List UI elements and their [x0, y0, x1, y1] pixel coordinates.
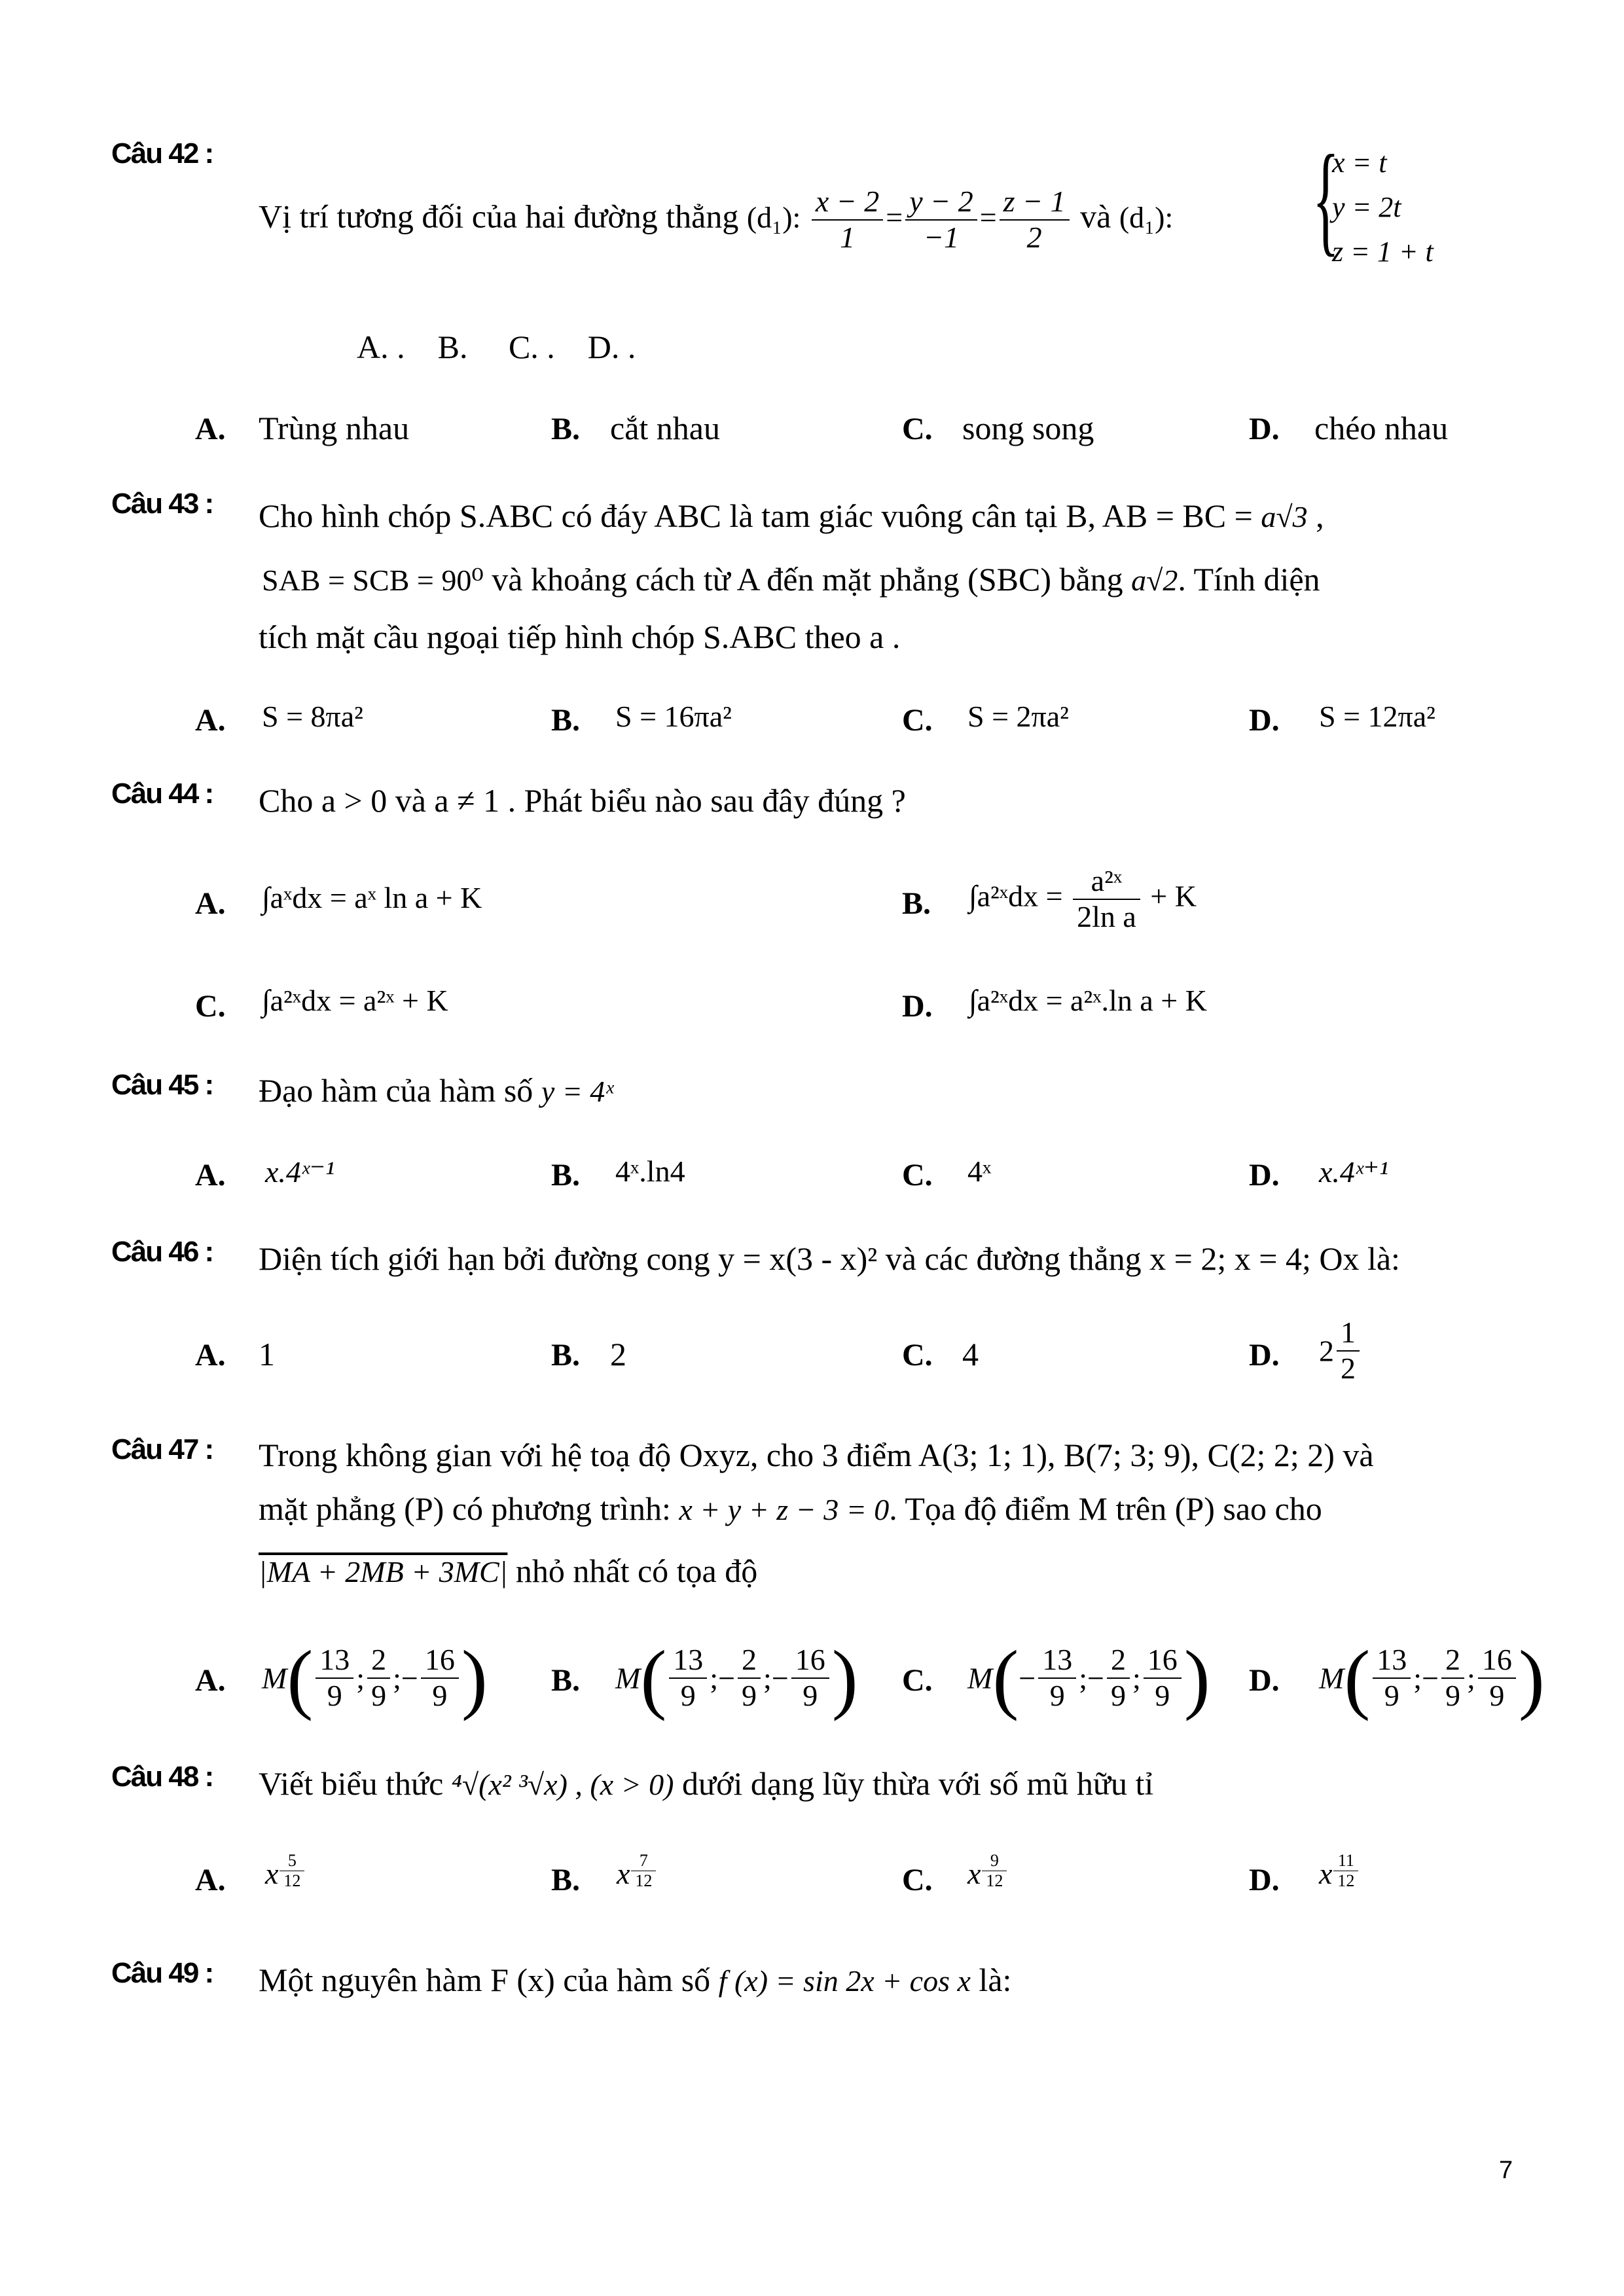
left-paren: (	[640, 1634, 667, 1721]
left-paren: (	[287, 1634, 314, 1721]
q44-opt-a[interactable]: ∫aˣdx = aˣ ln a + K	[262, 881, 482, 914]
q45-opt-d-letter: D.	[1249, 1158, 1280, 1193]
q48-radical: ⁴√(x² ³√x) , (x > 0)	[451, 1768, 674, 1801]
minus-sign: −	[1422, 1661, 1439, 1695]
q42-opt-a-letter: A.	[195, 412, 226, 446]
q47-line2	[259, 1489, 1322, 1528]
q47-opt-a[interactable]	[262, 1633, 488, 1723]
q44-opt-c-letter: C.	[195, 989, 226, 1024]
q42-frac3: $\frac{z - 1}{2}$	[1000, 185, 1070, 255]
q42-d2-name: (d₁):	[1119, 200, 1174, 234]
power-base: x	[967, 1856, 981, 1890]
q47-opt-a-letter: A.	[195, 1663, 226, 1698]
q47-opt-c-letter: C.	[902, 1663, 933, 1698]
q45-opt-a-letter: A.	[195, 1158, 226, 1193]
q42-opt-d[interactable]: chéo nhau	[1314, 410, 1449, 446]
q48-opt-b[interactable]	[617, 1851, 656, 1891]
q42-sys-row3: z = 1 + t	[1332, 236, 1434, 268]
q42-opt-b[interactable]: cắt nhau	[610, 410, 720, 446]
q44-opt-d[interactable]: ∫a²ˣdx = a²ˣ.ln a + K	[969, 984, 1207, 1017]
q42-label: Câu 42 :	[111, 137, 213, 170]
q43-opt-d[interactable]: S = 12πa²	[1319, 700, 1435, 733]
power-exponent: $\frac{11}{12}$	[1333, 1851, 1358, 1891]
q43-a-sqrt2: a√2	[1131, 564, 1178, 597]
page-number: 7	[1499, 2157, 1513, 2184]
q45-opt-d[interactable]: x.4ˣ⁺¹	[1319, 1155, 1388, 1189]
q43-angle-eq: SAB = SCB = 90⁰	[262, 564, 484, 597]
q45-label: Câu 45 :	[111, 1069, 213, 1101]
q43-line1-end: ,	[1316, 497, 1324, 534]
minus-sign: −	[1019, 1661, 1036, 1695]
q48-stem-end: dưới dạng lũy thừa với số mũ hữu tỉ	[682, 1765, 1154, 1802]
q42-d1-name: (d₁):	[746, 200, 801, 234]
q47-line1: Trong không gian với hệ toạ độ Oxyz, cho 3 điểm A(3; 1; 1), B(7; 3; 9), C(2; 2; 2) và	[259, 1437, 1374, 1473]
point-m: M	[262, 1661, 287, 1695]
right-paren: )	[831, 1634, 858, 1721]
right-paren: )	[1183, 1634, 1210, 1721]
q46-opt-d[interactable]	[1319, 1316, 1362, 1386]
q46-opt-a-letter: A.	[195, 1338, 226, 1372]
q48-stem: Viết biểu thức	[259, 1765, 444, 1802]
q44-label: Câu 44 :	[111, 778, 213, 810]
q47-line3-text: nhỏ nhất có tọa độ	[515, 1552, 758, 1589]
q48-opt-d[interactable]	[1319, 1851, 1358, 1891]
q43-line2	[262, 560, 1320, 599]
q48-opt-c-letter: C.	[902, 1863, 933, 1897]
coord-fraction: $\frac{16}{9}$	[421, 1643, 459, 1713]
q45-text	[259, 1071, 613, 1110]
q43-opt-c-letter: C.	[902, 703, 933, 738]
separator: ;	[1467, 1661, 1475, 1695]
minus-sign: −	[401, 1661, 418, 1695]
q46-d-frac: $\frac{1}{2}$	[1337, 1316, 1360, 1386]
q49-func: f (x) = sin 2x + cos x	[718, 1964, 971, 1998]
power-exponent: $\frac{5}{12}$	[280, 1851, 304, 1891]
q43-opt-a[interactable]: S = 8πa²	[262, 700, 363, 733]
q42-opt-c[interactable]: song song	[962, 410, 1094, 446]
q44-b-frac: $\frac{\text{a²ˣ}}{\text{2ln a}}$	[1073, 864, 1140, 935]
q46-opt-b[interactable]: 2	[610, 1336, 626, 1372]
q45-opt-a[interactable]: x.4ˣ⁻¹	[265, 1155, 334, 1189]
coord-fraction: $\frac{2}{9}$	[367, 1643, 390, 1713]
q45-stem: Đạo hàm của hàm số	[259, 1072, 533, 1109]
q48-opt-b-letter: B.	[551, 1863, 581, 1897]
q42-stem: Vị trí tương đối của hai đường thẳng	[259, 198, 739, 235]
q45-opt-b-letter: B.	[551, 1158, 581, 1193]
power-exponent: $\frac{9}{12}$	[982, 1851, 1007, 1891]
q46-d-whole: 2	[1319, 1334, 1334, 1368]
q44-b-pre: ∫a²ˣdx =	[969, 879, 1063, 913]
q47-opt-c[interactable]	[967, 1633, 1210, 1723]
right-paren: )	[1518, 1634, 1545, 1721]
coord-fraction: $\frac{13}{9}$	[1038, 1643, 1076, 1713]
point-m: M	[967, 1661, 993, 1695]
q46-opt-b-letter: B.	[551, 1338, 581, 1372]
q45-opt-b[interactable]: 4ˣ.ln4	[615, 1155, 685, 1188]
q47-opt-b-letter: B.	[551, 1663, 581, 1698]
q45-opt-c-letter: C.	[902, 1158, 933, 1193]
q46-text: Diện tích giới hạn bởi đường cong y = x(3 - x)² và các đường thẳng x = 2; x = 4; Ox là:	[259, 1240, 1400, 1277]
q42-opt-d-letter: D.	[1249, 412, 1280, 446]
coord-fraction: $\frac{2}{9}$	[1441, 1643, 1464, 1713]
left-paren: (	[992, 1634, 1019, 1721]
q44-opt-d-letter: D.	[902, 989, 933, 1024]
minus-sign: −	[718, 1661, 736, 1695]
q43-a-sqrt3: a√3	[1261, 500, 1308, 533]
q43-line2-end: . Tính diện	[1178, 561, 1320, 598]
q43-line3: tích mặt cầu ngoại tiếp hình chóp S.ABC theo a .	[259, 619, 901, 655]
q42-frac2: $\frac{y - 2}{-1}$	[905, 185, 977, 255]
coord-fraction: $\frac{13}{9}$	[316, 1643, 353, 1713]
q42-system: { x = t y = 2t z = 1 + t	[1312, 141, 1434, 274]
q42-sys-row2: y = 2t	[1332, 191, 1401, 223]
q48-opt-a-letter: A.	[195, 1863, 226, 1897]
q46-opt-c[interactable]: 4	[962, 1336, 979, 1372]
q42-opt-b-letter: B.	[551, 412, 581, 446]
q44-opt-b[interactable]	[969, 864, 1197, 935]
q47-plane-eq: x + y + z − 3 = 0	[679, 1493, 890, 1526]
q47-line2-end: . Tọa độ điểm M trên (P) sao cho	[889, 1490, 1322, 1527]
q43-line1	[259, 496, 1324, 535]
q48-opt-c[interactable]	[967, 1851, 1007, 1891]
q46-opt-d-letter: D.	[1249, 1338, 1280, 1372]
q43-label: Câu 43 :	[111, 488, 213, 520]
minus-sign: −	[771, 1661, 789, 1695]
separator: ;	[1132, 1661, 1141, 1695]
q49-label: Câu 49 :	[111, 1957, 213, 1989]
coord-fraction: $\frac{2}{9}$	[738, 1643, 761, 1713]
coord-fraction: $\frac{13}{9}$	[1373, 1643, 1411, 1713]
q44-text: Cho a > 0 và a ≠ 1 . Phát biểu nào sau đây đúng ?	[259, 782, 906, 819]
q46-opt-c-letter: C.	[902, 1338, 933, 1372]
point-m: M	[615, 1661, 641, 1695]
q43-opt-b[interactable]: S = 16πa²	[615, 700, 732, 733]
separator: ;	[393, 1661, 401, 1695]
q43-line1-text: Cho hình chóp S.ABC có đáy ABC là tam giác vuông cân tại B, AB = BC =	[259, 497, 1253, 534]
q42-sys-row1: x = t	[1332, 147, 1387, 179]
q42-stray-options: A. . B. C. . D. .	[357, 329, 636, 365]
coord-fraction: $\frac{16}{9}$	[1144, 1643, 1182, 1713]
q49-stem: Một nguyên hàm F (x) của hàm số	[259, 1962, 711, 1998]
left-paren: (	[1344, 1634, 1371, 1721]
q48-opt-a[interactable]	[265, 1851, 304, 1891]
separator: ;	[1079, 1661, 1088, 1695]
separator: ;	[356, 1661, 365, 1695]
q46-label: Câu 46 :	[111, 1236, 213, 1268]
q44-b-post: + K	[1150, 879, 1197, 913]
q45-func: y = 4ˣ	[541, 1075, 614, 1108]
q42-opt-c-letter: C.	[902, 412, 933, 446]
separator: ;	[763, 1661, 772, 1695]
q48-opt-d-letter: D.	[1249, 1863, 1280, 1897]
q42-frac1: $\frac{x - 2}{1}$	[812, 185, 883, 255]
separator: ;	[710, 1661, 719, 1695]
power-base: x	[265, 1856, 279, 1890]
q44-opt-a-letter: A.	[195, 886, 226, 921]
q47-vector-sum: |MA + 2MB + 3MC|	[259, 1555, 508, 1588]
q46-opt-a[interactable]: 1	[259, 1336, 275, 1372]
power-exponent: $\frac{7}{12}$	[631, 1851, 656, 1891]
q43-opt-b-letter: B.	[551, 703, 581, 738]
coord-fraction: $\frac{16}{9}$	[791, 1643, 829, 1713]
q48-label: Câu 48 :	[111, 1761, 213, 1793]
q43-line2-text: và khoảng cách từ A đến mặt phẳng (SBC) bằng	[492, 561, 1123, 598]
power-base: x	[1319, 1856, 1333, 1890]
q49-text	[259, 1960, 1011, 2000]
q47-label: Câu 47 :	[111, 1433, 213, 1465]
q42-opt-a[interactable]: Trùng nhau	[259, 410, 410, 446]
minus-sign: −	[1087, 1661, 1104, 1695]
separator: ;	[1413, 1661, 1422, 1695]
q44-opt-c[interactable]: ∫a²ˣdx = a²ˣ + K	[262, 984, 448, 1017]
q47-opt-b[interactable]	[615, 1633, 858, 1723]
q42-and: và	[1080, 198, 1111, 235]
q42-text: Vị trí tương đối của hai đường thẳng (d₁): $\frac{x - 2}{1}$ = $\frac{y - 2}{-1}$ = $\frac{z - 1}{2}$ và (d₁):	[259, 185, 1174, 254]
q49-stem-end: là:	[979, 1962, 1012, 1998]
q45-opt-c[interactable]: 4ˣ	[967, 1155, 992, 1188]
coord-fraction: $\frac{13}{9}$	[669, 1643, 707, 1713]
q43-opt-a-letter: A.	[195, 703, 226, 738]
q47-line2-text: mặt phẳng (P) có phương trình:	[259, 1490, 671, 1527]
q44-opt-b-letter: B.	[902, 886, 931, 921]
q48-text	[259, 1764, 1153, 1803]
q47-opt-d-letter: D.	[1249, 1663, 1280, 1698]
q47-line3	[259, 1551, 757, 1590]
q43-opt-c[interactable]: S = 2πa²	[967, 700, 1069, 733]
q43-opt-d-letter: D.	[1249, 703, 1280, 738]
coord-fraction: $\frac{16}{9}$	[1478, 1643, 1516, 1713]
coord-fraction: $\frac{2}{9}$	[1107, 1643, 1130, 1713]
point-m: M	[1319, 1661, 1344, 1695]
power-base: x	[617, 1856, 630, 1890]
right-paren: )	[461, 1634, 488, 1721]
q47-opt-d[interactable]	[1319, 1633, 1545, 1723]
